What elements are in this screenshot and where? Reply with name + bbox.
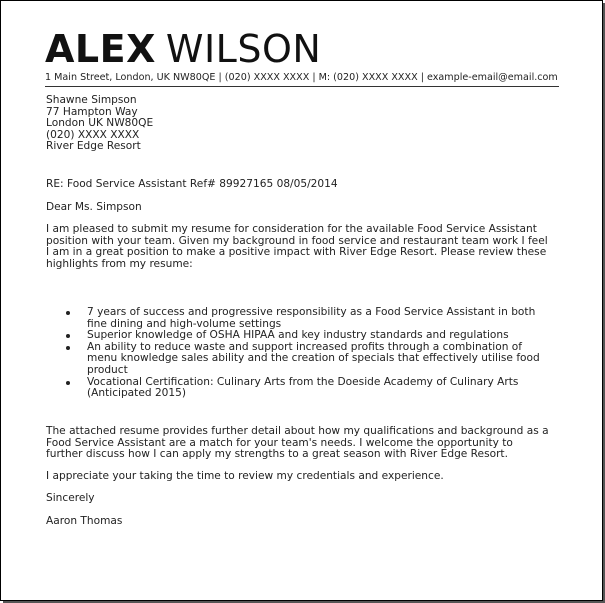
highlight-text: An ability to reduce waste and support increased profits through a combination of menu knowledge sales ability and the creation of specials that effectively utilise food product (87, 340, 540, 376)
highlights-list (55, 307, 555, 400)
reference-line: RE: Food Service Assistant Ref# 89927165 08/05/2014 (46, 178, 338, 190)
last-name: WILSON (165, 27, 322, 71)
highlight-text: 7 years of success and progressive responsibility as a Food Service Assistant in both fine dining and high-volume settings (87, 306, 536, 330)
closing: Sincerely (46, 492, 95, 504)
bullet-icon (66, 346, 70, 350)
list-item (55, 342, 555, 377)
salutation: Dear Ms. Simpson (46, 201, 142, 213)
recipient-company: River Edge Resort (46, 140, 141, 153)
recipient-city: London UK NW80QE (46, 117, 154, 130)
highlight-text: Superior knowledge of OSHA HIPAA and key industry standards and regulations (87, 329, 509, 342)
header-divider (45, 86, 559, 87)
intro-paragraph: I am pleased to submit my resume for consideration for the available Food Service Assistant position with your team. Given my background in food service and restaurant team work I feel I am in a great position to make a positive impact with River Edge Resort. Please review these highlights from my resume: (46, 223, 548, 270)
detail-paragraph: The attached resume provides further detail about how my qualifications and background as a Food Service Assistant are a match for your team's needs. I welcome the opportunity to further discuss how I can apply my strengths to a great season with River Edge Resort. (46, 425, 549, 461)
first-name: ALEX (45, 27, 156, 71)
bullet-icon (66, 381, 70, 385)
recipient-street: 77 Hampton Way (46, 105, 138, 118)
appreciation-paragraph: I appreciate your taking the time to review my credentials and experience. (46, 470, 444, 482)
bullet-icon (66, 334, 70, 338)
signature-name: Aaron Thomas (46, 515, 123, 527)
recipient-address (46, 95, 566, 153)
list-item (55, 307, 555, 330)
list-item (55, 377, 555, 400)
recipient-name: Shawne Simpson (46, 94, 137, 106)
applicant-name (45, 27, 321, 71)
bullet-icon (66, 311, 70, 315)
contact-details: 1 Main Street, London, UK NW80QE | (020) XXXX XXXX | M: (020) XXXX XXXX | example-email@email.com (45, 72, 558, 83)
recipient-phone: (020) XXXX XXXX (46, 128, 140, 141)
highlight-text: Vocational Certification: Culinary Arts from the Doeside Academy of Culinary Arts (Anticipated 2015) (87, 375, 519, 400)
